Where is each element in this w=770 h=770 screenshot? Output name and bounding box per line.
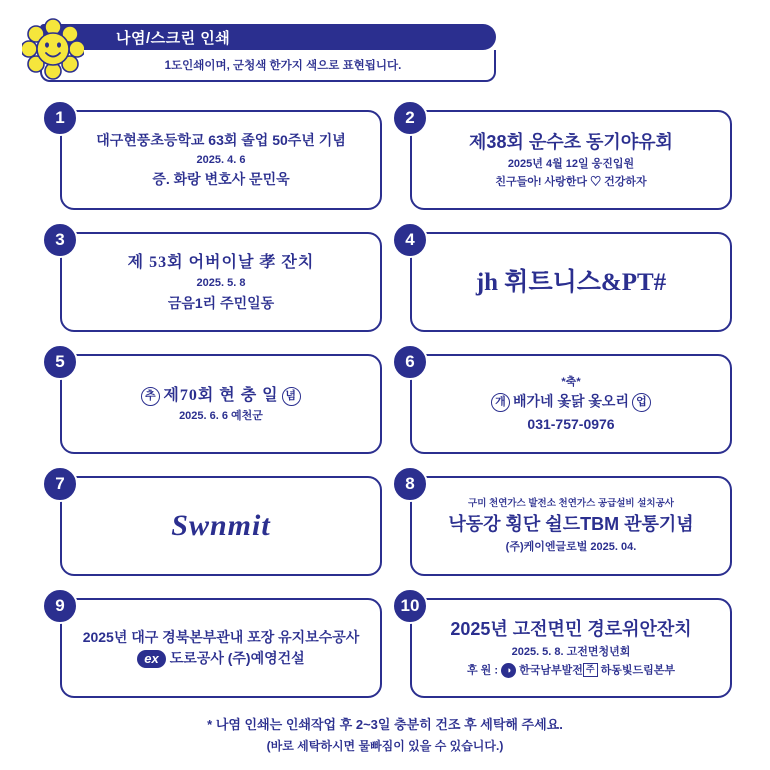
- card-line: *축*: [561, 375, 581, 388]
- sample-card-10[interactable]: [410, 598, 732, 698]
- sample-card-3[interactable]: [60, 232, 382, 332]
- sample-cell: [392, 466, 732, 576]
- kospo-logo-icon: ◑: [501, 663, 516, 678]
- sample-cell: [42, 100, 382, 210]
- card-line: 2025년 4월 12일 웅진입원: [507, 158, 635, 171]
- card-line: 2025년 고전면민 경로위안잔치: [450, 619, 692, 640]
- card-number-badge: 10: [392, 588, 428, 624]
- sample-cell: [42, 344, 382, 454]
- card-line: 배가네 옻닭 옻오리: [513, 393, 629, 410]
- sample-cell: [392, 588, 732, 698]
- sample-card-4[interactable]: [410, 232, 732, 332]
- sample-card-9[interactable]: [60, 598, 382, 698]
- card-number-badge: 2: [392, 100, 428, 136]
- header-banner: [40, 24, 496, 50]
- card-headline: [138, 385, 303, 406]
- card-number-badge: 9: [42, 588, 78, 624]
- sample-cell: [392, 344, 732, 454]
- card-number-badge: 7: [42, 466, 78, 502]
- header: [22, 18, 750, 86]
- card-line: 2025. 5. 8. 고전면청년회: [511, 646, 631, 659]
- corp-mark-icon: 주: [583, 663, 598, 677]
- card-line: 2025. 4. 6: [196, 153, 246, 166]
- card-number-badge: 3: [42, 222, 78, 258]
- card-logo-line: [137, 649, 304, 668]
- circle-stamp-icon: 업: [632, 393, 651, 412]
- sample-grid: [42, 100, 732, 698]
- card-number-badge: 5: [42, 344, 78, 380]
- header-title: 나염/스크린 인쇄: [116, 30, 231, 47]
- sample-cell: [42, 588, 382, 698]
- sample-card-6[interactable]: [410, 354, 732, 454]
- footer-note: [0, 714, 770, 756]
- card-line: 낙동강 횡단 쉴드TBM 관통기념: [448, 514, 694, 535]
- card-line: 2025. 6. 6 예천군: [179, 409, 263, 422]
- sample-cell: [42, 466, 382, 576]
- card-number-badge: 6: [392, 344, 428, 380]
- sample-card-5[interactable]: [60, 354, 382, 454]
- circle-stamp-icon: 개: [491, 393, 510, 412]
- card-number-badge: 4: [392, 222, 428, 258]
- sample-cell: [392, 222, 732, 332]
- circle-stamp-icon: 추: [141, 387, 160, 406]
- sample-card-2[interactable]: [410, 110, 732, 210]
- sponsor-prefix: 후 원 :: [466, 664, 499, 677]
- card-sponsor-line: [467, 663, 675, 678]
- header-subtitle: 1도인쇄이며, 군청색 한가지 색으로 표현됩니다.: [164, 60, 402, 72]
- card-line: 제38회 운수초 동기야유회: [469, 131, 673, 152]
- card-headline: [488, 392, 654, 412]
- card-number-badge: 8: [392, 466, 428, 502]
- card-line: 친구들아! 사랑한다 ♡ 건강하자: [495, 175, 647, 188]
- sample-card-1[interactable]: [60, 110, 382, 210]
- sample-cell: [42, 222, 382, 332]
- card-line: 도로공사 (주)예영건설: [169, 650, 305, 667]
- sponsor-name: 한국남부발전: [519, 664, 583, 677]
- expressway-ex-logo-icon: ex: [137, 650, 165, 668]
- card-line: 대구현풍초등학교 63회 졸업 50주년 기념: [96, 132, 346, 149]
- card-line: 2025년 대구 경북본부관내 포장 유지보수공사: [82, 628, 360, 645]
- card-line: 제70회 현 충 일: [163, 386, 279, 404]
- card-line: 031-757-0976: [527, 415, 615, 432]
- sample-card-7[interactable]: [60, 476, 382, 576]
- brand-logo-text: Swnmit: [171, 509, 271, 543]
- card-line: (주)케이엔글로벌 2025. 04.: [505, 540, 637, 553]
- footer-line-1: * 나염 인쇄는 인쇄작업 후 2~3일 충분히 건조 후 세탁해 주세요.: [207, 716, 563, 732]
- sample-cell: [392, 100, 732, 210]
- card-line: jh 휘트니스&PT#: [475, 268, 667, 296]
- card-number-badge: 1: [42, 100, 78, 136]
- smiling-flower-icon: [22, 18, 84, 80]
- circle-stamp-icon: 념: [282, 387, 301, 406]
- card-line: 구미 천연가스 발전소 천연가스 공급설비 설치공사: [468, 497, 674, 509]
- card-line: 제 53회 어버이날 孝 잔치: [127, 253, 315, 271]
- sample-card-8[interactable]: [410, 476, 732, 576]
- card-line: 증. 화랑 변호사 문민욱: [152, 171, 290, 188]
- sponsor-branch: 하동빛드림본부: [600, 664, 675, 677]
- footer-line-2: (바로 세탁하시면 물빠짐이 있을 수 있습니다.): [266, 738, 504, 753]
- card-line: 2025. 5. 8: [196, 277, 246, 290]
- card-line: 금음1리 주민일동: [167, 294, 275, 311]
